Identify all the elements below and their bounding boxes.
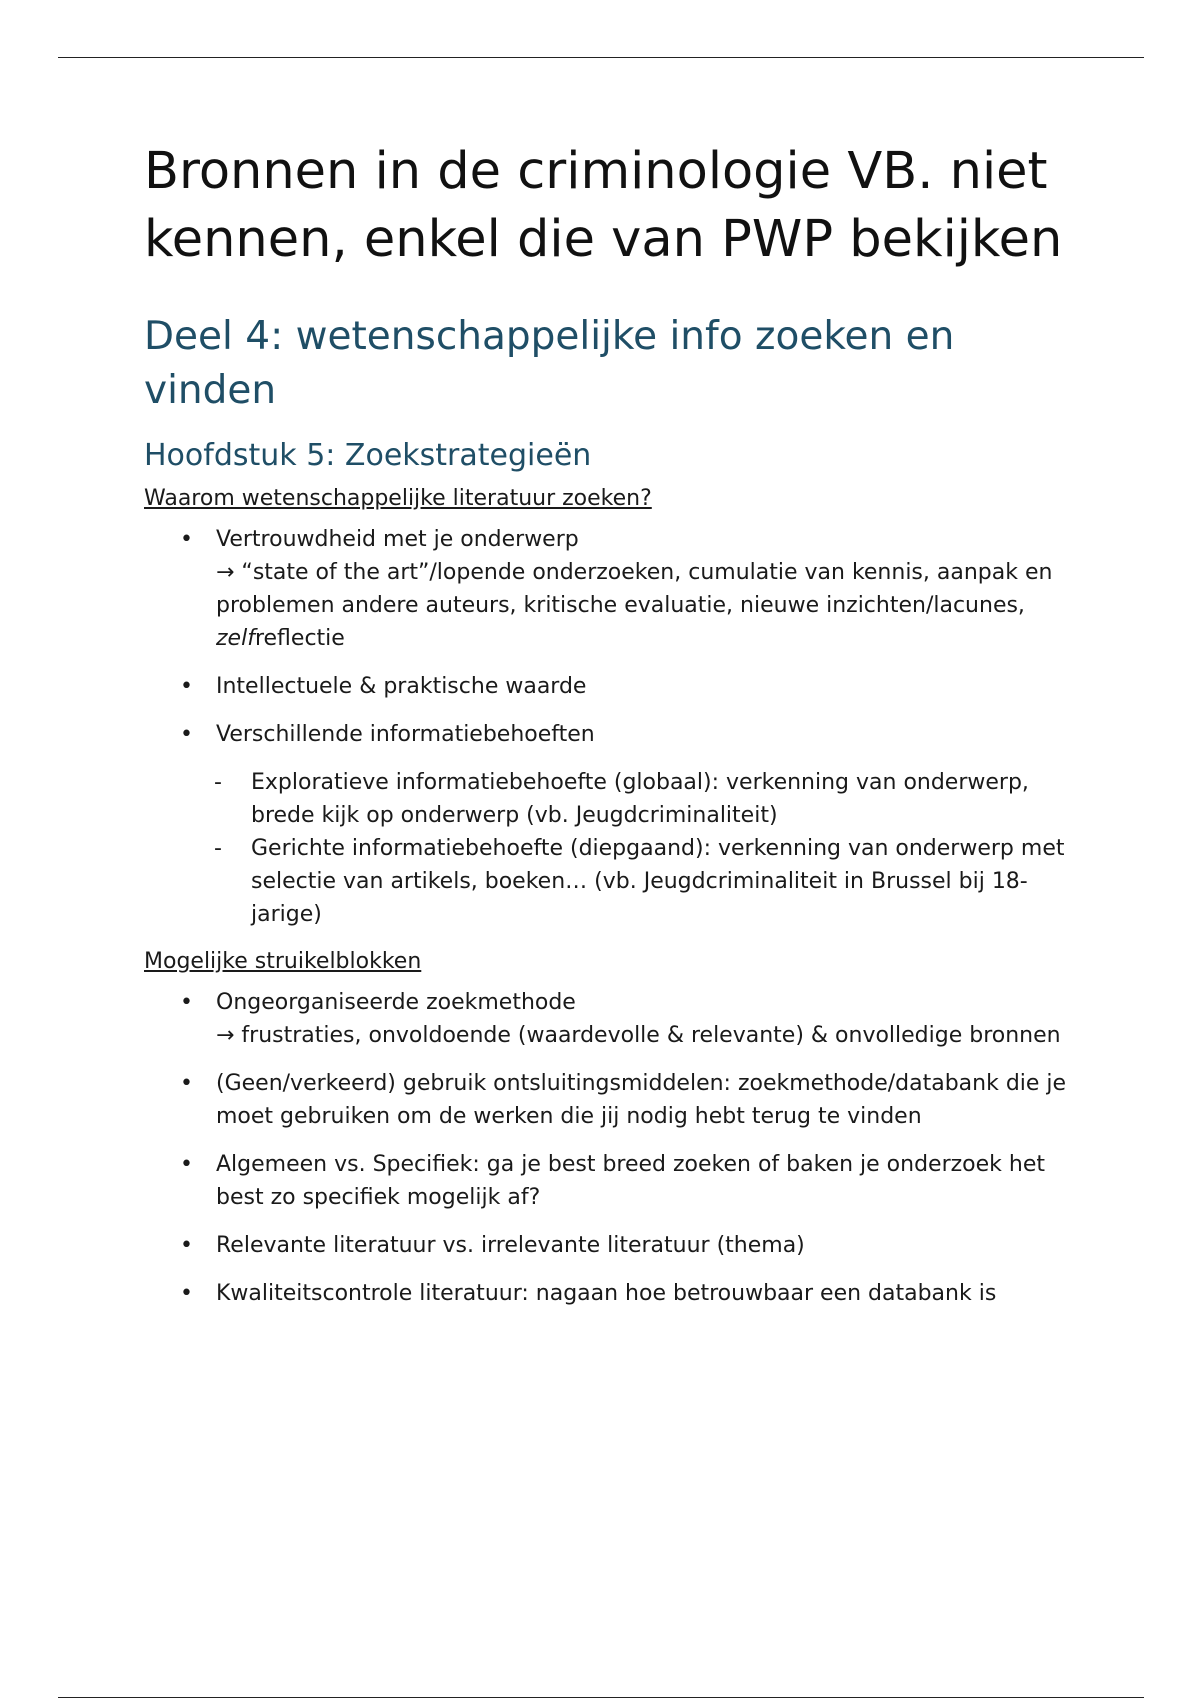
bullet-icon: • [180,674,193,699]
sub-list-item [144,766,1074,832]
why-list [144,523,1074,931]
sub-list-item [144,832,1074,931]
list-item-text: Algemeen vs. Specifiek: ga je best breed zoeken of baken je onderzoek het best zo specifiek mogelijk af? [216,1152,1046,1210]
arrow-text: → frustraties, onvoldoende (waardevolle & relevante) & onvolledige bronnen [216,1023,1061,1048]
bullet-icon: • [180,1152,193,1177]
sub-list-item-text: Gerichte informatiebehoefte (diepgaand): verkenning van onderwerp met selectie van artikels, boeken… (vb. Jeugdcriminaliteit in Brussel bij 18-jarige) [251,836,1065,927]
part-heading: Deel 4: wetenschappelijke info zoeken en vinden [144,314,955,413]
list-item-text: Vertrouwdheid met je onderwerp [216,527,579,552]
list-item-text: (Geen/verkeerd) gebruik ontsluitingsmiddelen: zoekmethode/databank die je moet gebruiken om de werken die jij nodig hebt terug te vinden [216,1071,1067,1129]
bottom-rule [58,1697,1144,1698]
sub-list-item-text: Exploratieve informatiebehoefte (globaal): verkenning van onderwerp, brede kijk op onderwerp (vb. Jeugdcriminaliteit) [251,770,1029,828]
list-item-text: Ongeorganiseerde zoekmethode [216,990,576,1015]
bullet-icon: • [180,722,193,747]
list-item [144,1148,1074,1214]
top-rule [58,57,1144,58]
list-item [144,1067,1074,1133]
section-heading-obstacles: Mogelijke struikelblokken [144,949,422,974]
list-item [144,986,1074,1052]
obstacles-list [144,986,1074,1310]
list-item-text: Kwaliteitscontrole literatuur: nagaan hoe betrouwbaar een databank is [216,1281,997,1306]
list-item [144,1229,1074,1262]
bullet-icon: • [180,527,193,552]
dash-icon: - [214,836,222,861]
list-item [144,1277,1074,1310]
bullet-icon: • [180,990,193,1015]
page-title: Bronnen in de criminologie VB. niet kennen, enkel die van PWP bekijken [144,142,1063,269]
list-item [144,523,1074,655]
bullet-icon: • [180,1071,193,1096]
chapter-heading: Hoofdstuk 5: Zoekstrategieën [144,438,592,473]
document-body [144,138,1074,1310]
list-item-text: Relevante literatuur vs. irrelevante literatuur (thema) [216,1233,805,1258]
list-item [144,718,1074,931]
section-heading-why: Waarom wetenschappelijke literatuur zoeken? [144,486,652,511]
tail-text: reflectie [254,626,345,651]
list-item-text: Verschillende informatiebehoeften [216,722,595,747]
list-item-text: Intellectuele & praktische waarde [216,674,587,699]
bullet-icon: • [180,1281,193,1306]
bullet-icon: • [180,1233,193,1258]
arrow-text: → “state of the art”/lopende onderzoeken, cumulatie van kennis, aanpak en problemen andere auteurs, kritische evaluatie, nieuwe inzichten/lacunes, [216,560,1053,618]
list-item [144,670,1074,703]
dash-icon: - [214,770,222,795]
italic-text: zelf [216,626,255,651]
sub-list [144,766,1074,931]
